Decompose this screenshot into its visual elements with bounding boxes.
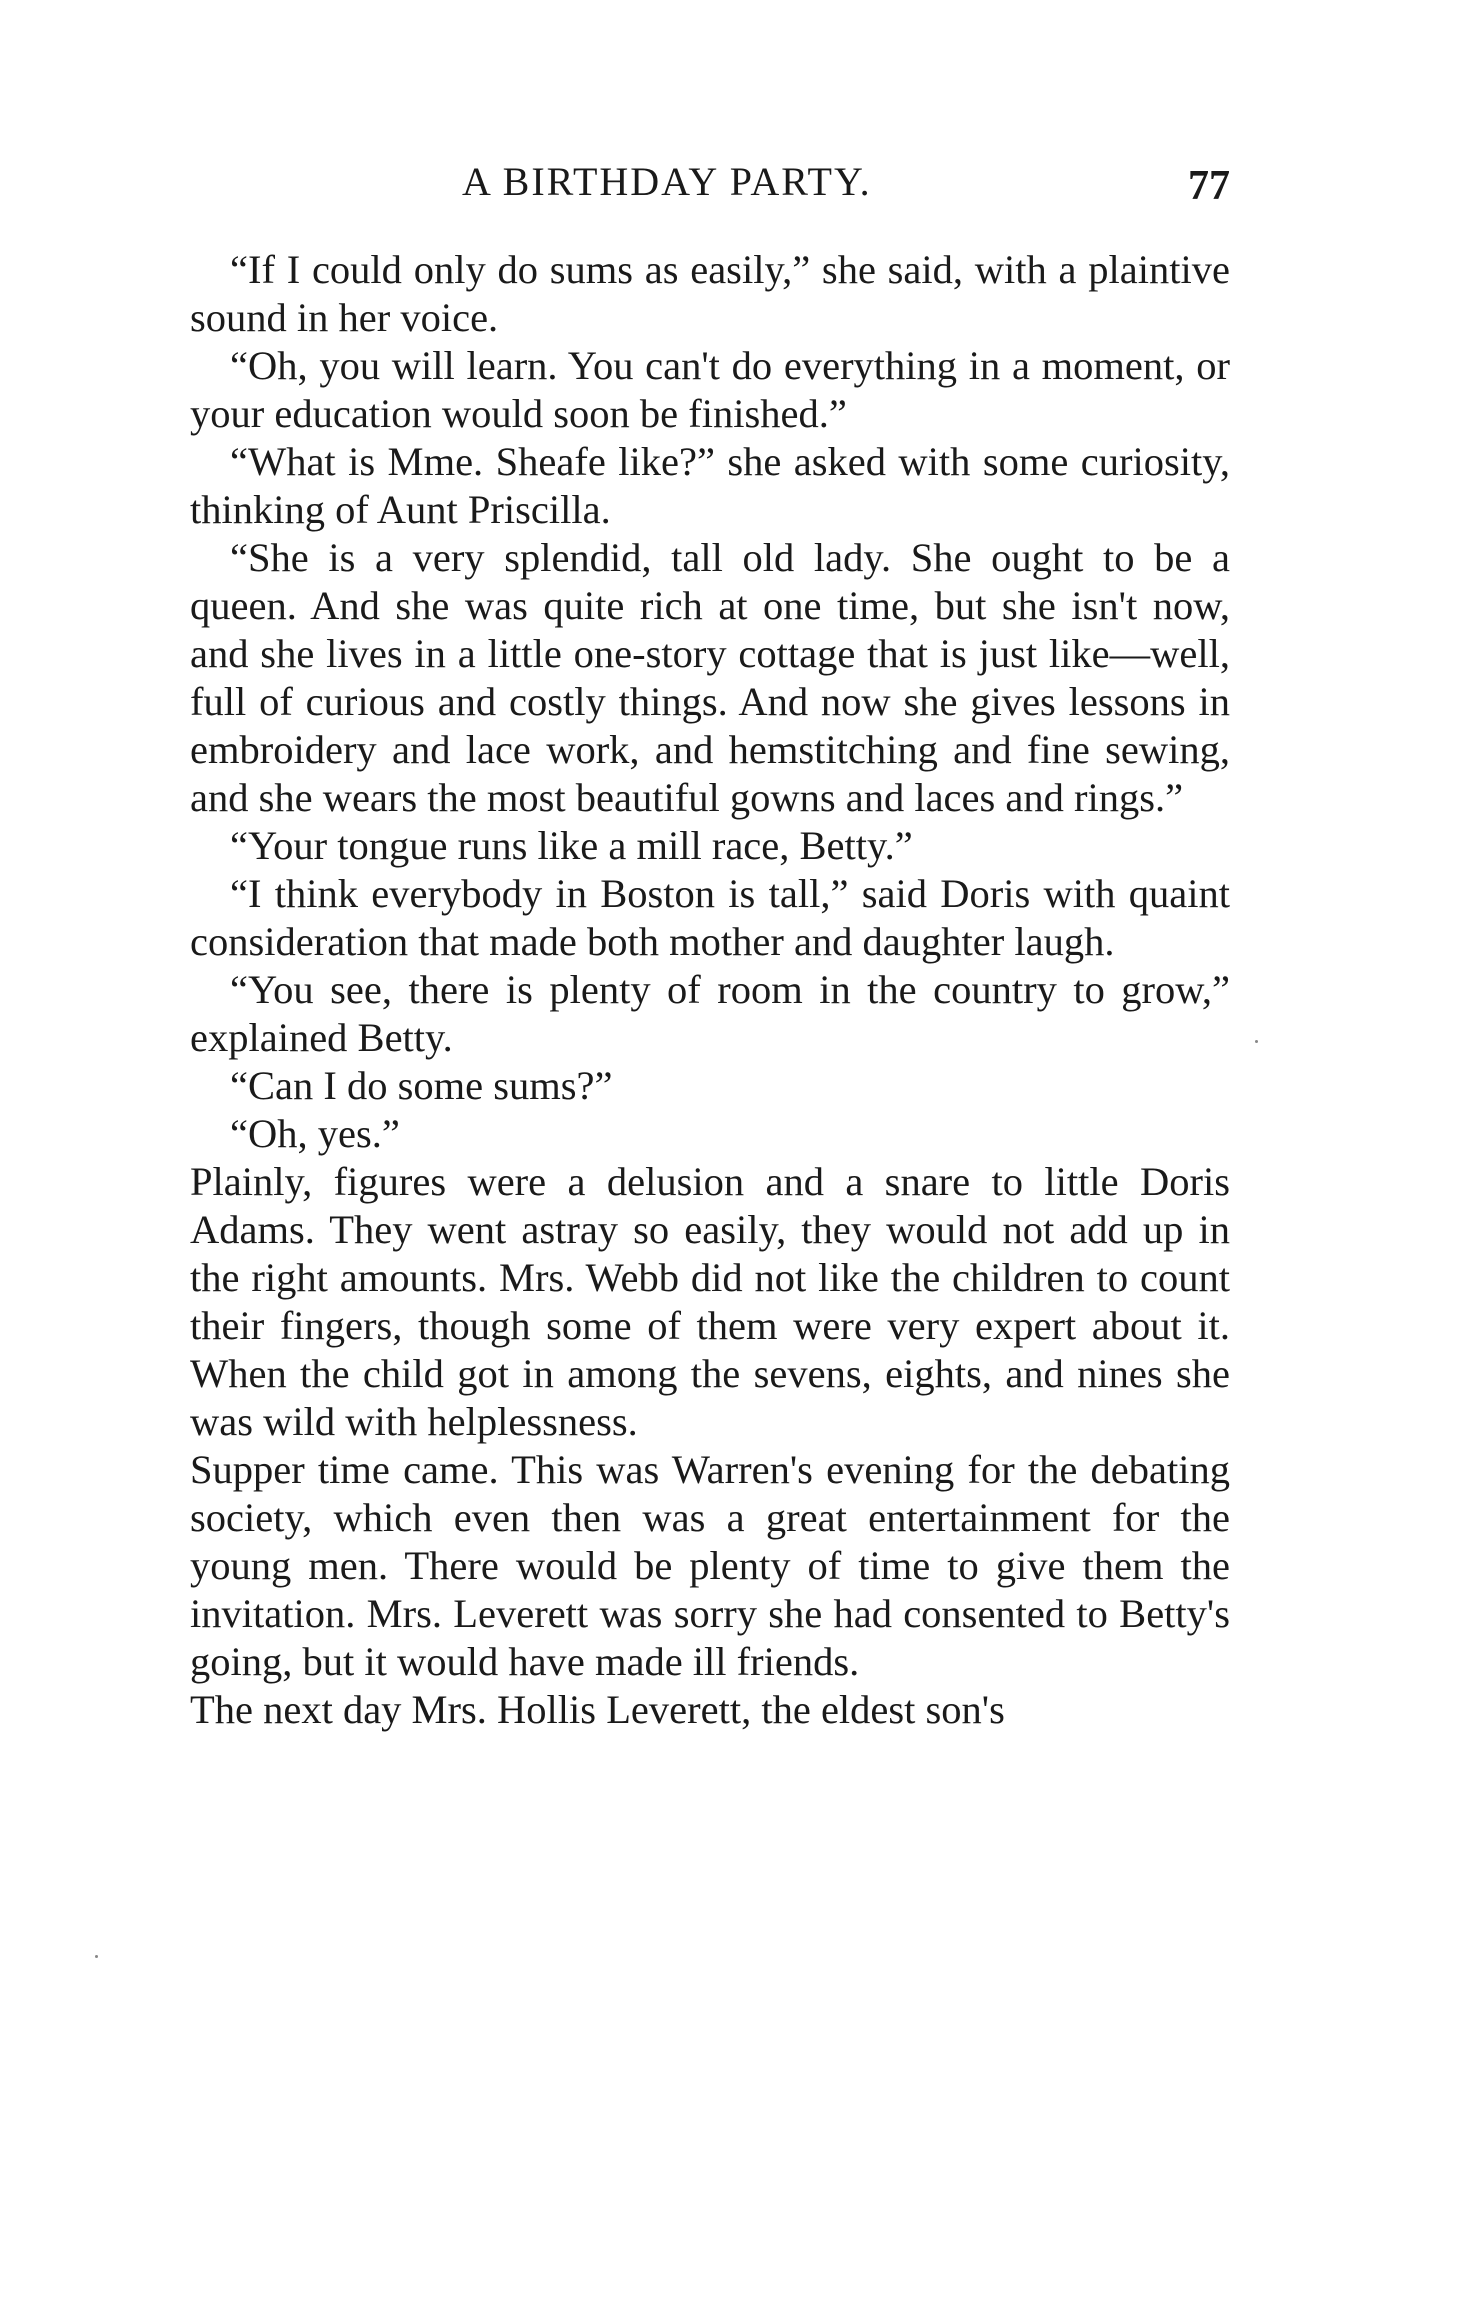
scan-speck <box>1255 1040 1258 1043</box>
paragraph: “What is Mme. Sheafe like?” she asked with some curiosity, thinking of Aunt Priscilla. <box>190 439 1230 532</box>
paragraph: “She is a very splendid, tall old lady. She ought to be a queen. And she was quite rich at one time, but she isn't now, and she lives in a little one-story cottage that is just like—well, full of curious and costly things. And now she gives lessons in embroidery and lace work, and hemstitching and fine sewing, and she wears the most beautiful gowns and laces and rings.” <box>190 535 1230 820</box>
paragraph: “You see, there is plenty of room in the country to grow,” explained Betty. <box>190 967 1230 1060</box>
paragraph: “Oh, yes.” <box>230 1111 400 1156</box>
paragraph: “Can I do some sums?” <box>230 1063 613 1108</box>
paragraph: “Your tongue runs like a mill race, Betty.” <box>230 823 913 868</box>
paragraph: The next day Mrs. Hollis Leverett, the eldest son's <box>190 1687 1005 1732</box>
scan-speck <box>95 1955 98 1958</box>
paragraph: Supper time came. This was Warren's evening for the debating society, which even then was a great entertainment for the young men. There would be plenty of time to give them the invitation. Mrs. Leverett was sorry she had consented to Betty's going, but it would have made ill friends. <box>190 1447 1230 1684</box>
page-header <box>190 158 1230 214</box>
running-title: A BIRTHDAY PARTY. <box>462 159 872 204</box>
body-text <box>190 246 1230 1734</box>
paragraph: “Oh, you will learn. You can't do everything in a moment, or your education would soon be finished.” <box>190 343 1230 436</box>
paragraph: “I think everybody in Boston is tall,” said Doris with quaint consideration that made both mother and daughter laugh. <box>190 871 1230 964</box>
page-number: 77 <box>1188 163 1230 209</box>
paragraph: Plainly, figures were a delusion and a snare to little Doris Adams. They went astray so easily, they would not add up in the right amounts. Mrs. Webb did not like the children to count their fingers, though some of them were very expert about it. When the child got in among the sevens, eights, and nines she was wild with helplessness. <box>190 1159 1230 1444</box>
paragraph: “If I could only do sums as easily,” she said, with a plaintive sound in her voice. <box>190 247 1230 340</box>
